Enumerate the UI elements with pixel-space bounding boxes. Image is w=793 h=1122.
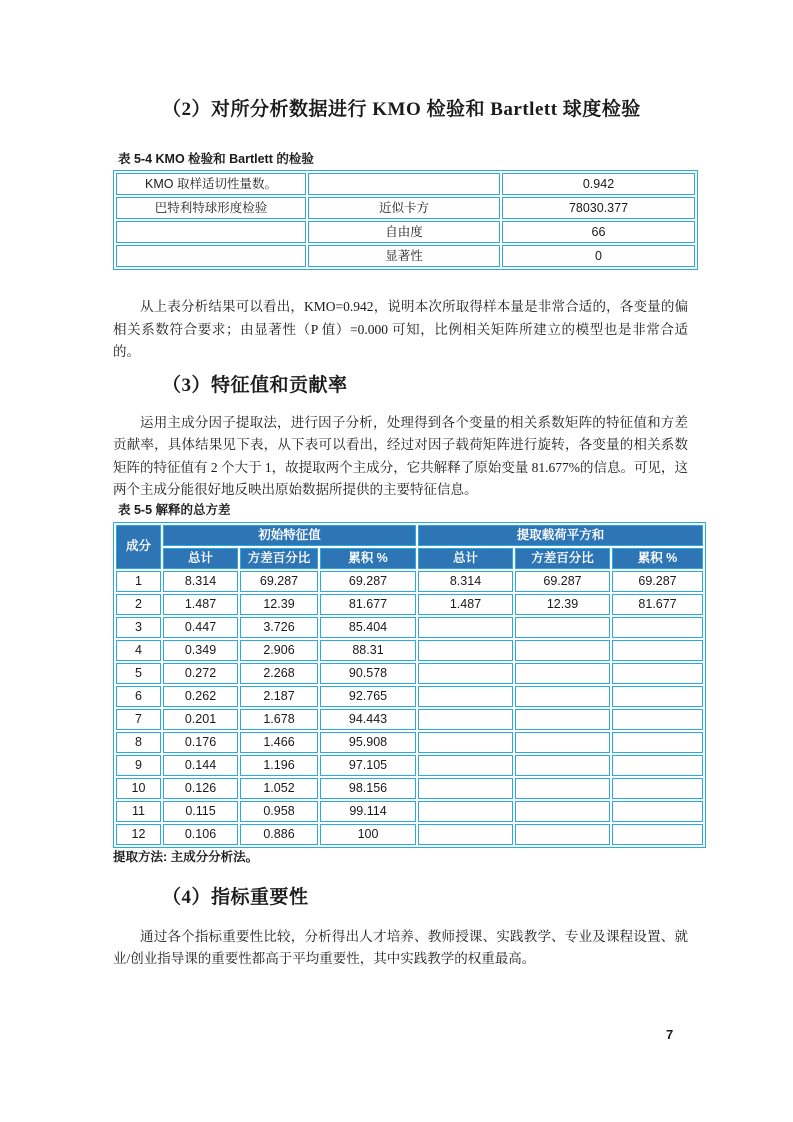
column-header-cumulative-pct: 累积 % xyxy=(320,548,416,569)
table-cell: 3 xyxy=(116,617,161,638)
table-row xyxy=(116,732,703,753)
table-cell: 2.906 xyxy=(240,640,318,661)
table-cell: 5 xyxy=(116,663,161,684)
table-cell: 8 xyxy=(116,732,161,753)
table-cell: 0.106 xyxy=(163,824,238,845)
table-cell: 2 xyxy=(116,594,161,615)
table-cell: 9 xyxy=(116,755,161,776)
table-cell: 100 xyxy=(320,824,416,845)
table-cell: 69.287 xyxy=(515,571,610,592)
table-row xyxy=(116,594,703,615)
table-cell: 1.466 xyxy=(240,732,318,753)
table-cell xyxy=(515,686,610,707)
table-cell xyxy=(418,640,513,661)
table-cell: 1.196 xyxy=(240,755,318,776)
table-row xyxy=(116,197,695,219)
table-cell: 10 xyxy=(116,778,161,799)
table-5-5-caption: 表 5-5 解释的总方差 xyxy=(118,502,231,517)
paragraph-kmo-result: 从上表分析结果可以看出，KMO=0.942，说明本次所取得样本量是非常合适的，各变量的偏相关系数符合要求；由显著性（P 值）=0.000 可知，比例相关矩阵所建立的模型也是非常合适的。 xyxy=(113,299,688,359)
table-cell: 8.314 xyxy=(163,571,238,592)
table-cell: 1.487 xyxy=(163,594,238,615)
table-cell: 0.886 xyxy=(240,824,318,845)
kmo-bartlett-table xyxy=(113,170,698,270)
table-cell: 2.268 xyxy=(240,663,318,684)
column-group-extraction-sums: 提取载荷平方和 xyxy=(418,525,703,546)
table-cell: 0.126 xyxy=(163,778,238,799)
table-cell: 69.287 xyxy=(612,571,703,592)
table-row xyxy=(116,824,703,845)
extraction-method-footnote: 提取方法: 主成分分析法。 xyxy=(113,849,259,864)
table-row xyxy=(116,755,703,776)
total-variance-table-header xyxy=(116,525,703,569)
table-cell: 0.272 xyxy=(163,663,238,684)
table-cell: 12 xyxy=(116,824,161,845)
paragraph-eigen-intro: 运用主成分因子提取法，进行因子分析，处理得到各个变量的相关系数矩阵的特征值和方差贡献率，具体结果见下表，从下表可以看出，经过对因子载荷矩阵进行旋转，各变量的相关系数矩阵的特征值有 2 个大于 1，故提取两个主成分，它共解释了原始变量 81.677%的信息。可见，这两个主成分能很好地反映出原始数据所提供的主要特征信息。 xyxy=(113,414,688,497)
table-cell xyxy=(515,640,610,661)
table-row xyxy=(116,571,703,592)
paragraph-importance: 通过各个指标重要性比较，分析得出人才培养、教师授课、实践教学、专业及课程设置、就业/创业指导课的重要性都高于平均重要性，其中实践教学的权重最高。 xyxy=(113,928,688,966)
table-cell xyxy=(418,617,513,638)
table-cell: 0.115 xyxy=(163,801,238,822)
table-cell xyxy=(418,732,513,753)
page-content xyxy=(113,0,688,971)
kmo-bartlett-table-body xyxy=(116,173,695,267)
section-heading-2: （2）对所分析数据进行 KMO 检验和 Bartlett 球度检验 xyxy=(162,99,641,120)
table-cell: 81.677 xyxy=(612,594,703,615)
table-cell xyxy=(418,755,513,776)
table-cell xyxy=(515,778,610,799)
table-cell: 69.287 xyxy=(320,571,416,592)
table-cell: 85.404 xyxy=(320,617,416,638)
table-row xyxy=(116,801,703,822)
column-header-cumulative-pct: 累积 % xyxy=(612,548,703,569)
column-header-pct-variance: 方差百分比 xyxy=(515,548,610,569)
table-cell xyxy=(515,709,610,730)
total-variance-table xyxy=(113,522,706,848)
table-cell: 近似卡方 xyxy=(308,197,500,219)
table-cell: 92.765 xyxy=(320,686,416,707)
table-cell: 1.487 xyxy=(418,594,513,615)
table-cell xyxy=(308,173,500,195)
table-subheader-row xyxy=(116,548,703,569)
table-cell: 97.105 xyxy=(320,755,416,776)
table-cell xyxy=(612,663,703,684)
table-cell: 69.287 xyxy=(240,571,318,592)
table-header-row xyxy=(116,525,703,546)
table-cell xyxy=(612,824,703,845)
table-cell: 1.052 xyxy=(240,778,318,799)
table-cell: 98.156 xyxy=(320,778,416,799)
table-cell: 0.447 xyxy=(163,617,238,638)
table-cell: 0.262 xyxy=(163,686,238,707)
table-cell xyxy=(515,732,610,753)
table-cell: 0 xyxy=(502,245,695,267)
table-cell: 自由度 xyxy=(308,221,500,243)
table-cell xyxy=(612,778,703,799)
table-cell: 0.201 xyxy=(163,709,238,730)
total-variance-table-body xyxy=(116,571,703,845)
table-cell: 显著性 xyxy=(308,245,500,267)
table-row xyxy=(116,245,695,267)
table-cell: 0.349 xyxy=(163,640,238,661)
table-cell: 7 xyxy=(116,709,161,730)
table-cell xyxy=(515,755,610,776)
table-cell: 6 xyxy=(116,686,161,707)
table-cell: 1 xyxy=(116,571,161,592)
table-cell: 2.187 xyxy=(240,686,318,707)
table-row xyxy=(116,709,703,730)
table-row xyxy=(116,778,703,799)
table-row xyxy=(116,686,703,707)
table-cell xyxy=(515,663,610,684)
table-cell: 1.678 xyxy=(240,709,318,730)
table-cell: 0.942 xyxy=(502,173,695,195)
table-cell xyxy=(418,801,513,822)
table-cell xyxy=(418,663,513,684)
table-row xyxy=(116,221,695,243)
section-heading-4: （4）指标重要性 xyxy=(162,886,309,908)
table-cell: 8.314 xyxy=(418,571,513,592)
table-row xyxy=(116,663,703,684)
table-cell xyxy=(418,709,513,730)
table-cell: 88.31 xyxy=(320,640,416,661)
section-heading-3: （3）特征值和贡献率 xyxy=(162,374,348,396)
table-cell: 4 xyxy=(116,640,161,661)
table-cell xyxy=(515,824,610,845)
table-row xyxy=(116,617,703,638)
table-cell xyxy=(612,732,703,753)
table-cell xyxy=(116,245,306,267)
column-header-component: 成分 xyxy=(116,525,161,569)
column-header-total: 总计 xyxy=(163,548,238,569)
table-cell: 94.443 xyxy=(320,709,416,730)
table-cell: 66 xyxy=(502,221,695,243)
table-cell xyxy=(612,801,703,822)
page-number: 7 xyxy=(666,1027,674,1042)
table-cell xyxy=(612,755,703,776)
table-cell xyxy=(116,221,306,243)
table-cell: 99.114 xyxy=(320,801,416,822)
table-cell: 0.144 xyxy=(163,755,238,776)
table-cell: 0.958 xyxy=(240,801,318,822)
column-header-total: 总计 xyxy=(418,548,513,569)
column-group-initial-eigenvalues: 初始特征值 xyxy=(163,525,416,546)
table-cell: 81.677 xyxy=(320,594,416,615)
table-cell: 78030.377 xyxy=(502,197,695,219)
table-cell: 95.908 xyxy=(320,732,416,753)
table-cell xyxy=(418,686,513,707)
table-cell: 12.39 xyxy=(515,594,610,615)
table-5-4-caption: 表 5-4 KMO 检验和 Bartlett 的检验 xyxy=(118,152,314,166)
table-row xyxy=(116,173,695,195)
table-cell: 11 xyxy=(116,801,161,822)
table-cell xyxy=(612,640,703,661)
table-row xyxy=(116,640,703,661)
table-cell xyxy=(612,709,703,730)
column-header-pct-variance: 方差百分比 xyxy=(240,548,318,569)
table-cell xyxy=(418,824,513,845)
table-cell xyxy=(515,617,610,638)
table-cell: 巴特利特球形度检验 xyxy=(116,197,306,219)
table-cell: 3.726 xyxy=(240,617,318,638)
table-cell xyxy=(612,617,703,638)
table-cell xyxy=(612,686,703,707)
table-cell xyxy=(418,778,513,799)
table-cell: 12.39 xyxy=(240,594,318,615)
table-cell: 0.176 xyxy=(163,732,238,753)
table-cell: 90.578 xyxy=(320,663,416,684)
table-cell xyxy=(515,801,610,822)
table-cell: KMO 取样适切性量数。 xyxy=(116,173,306,195)
